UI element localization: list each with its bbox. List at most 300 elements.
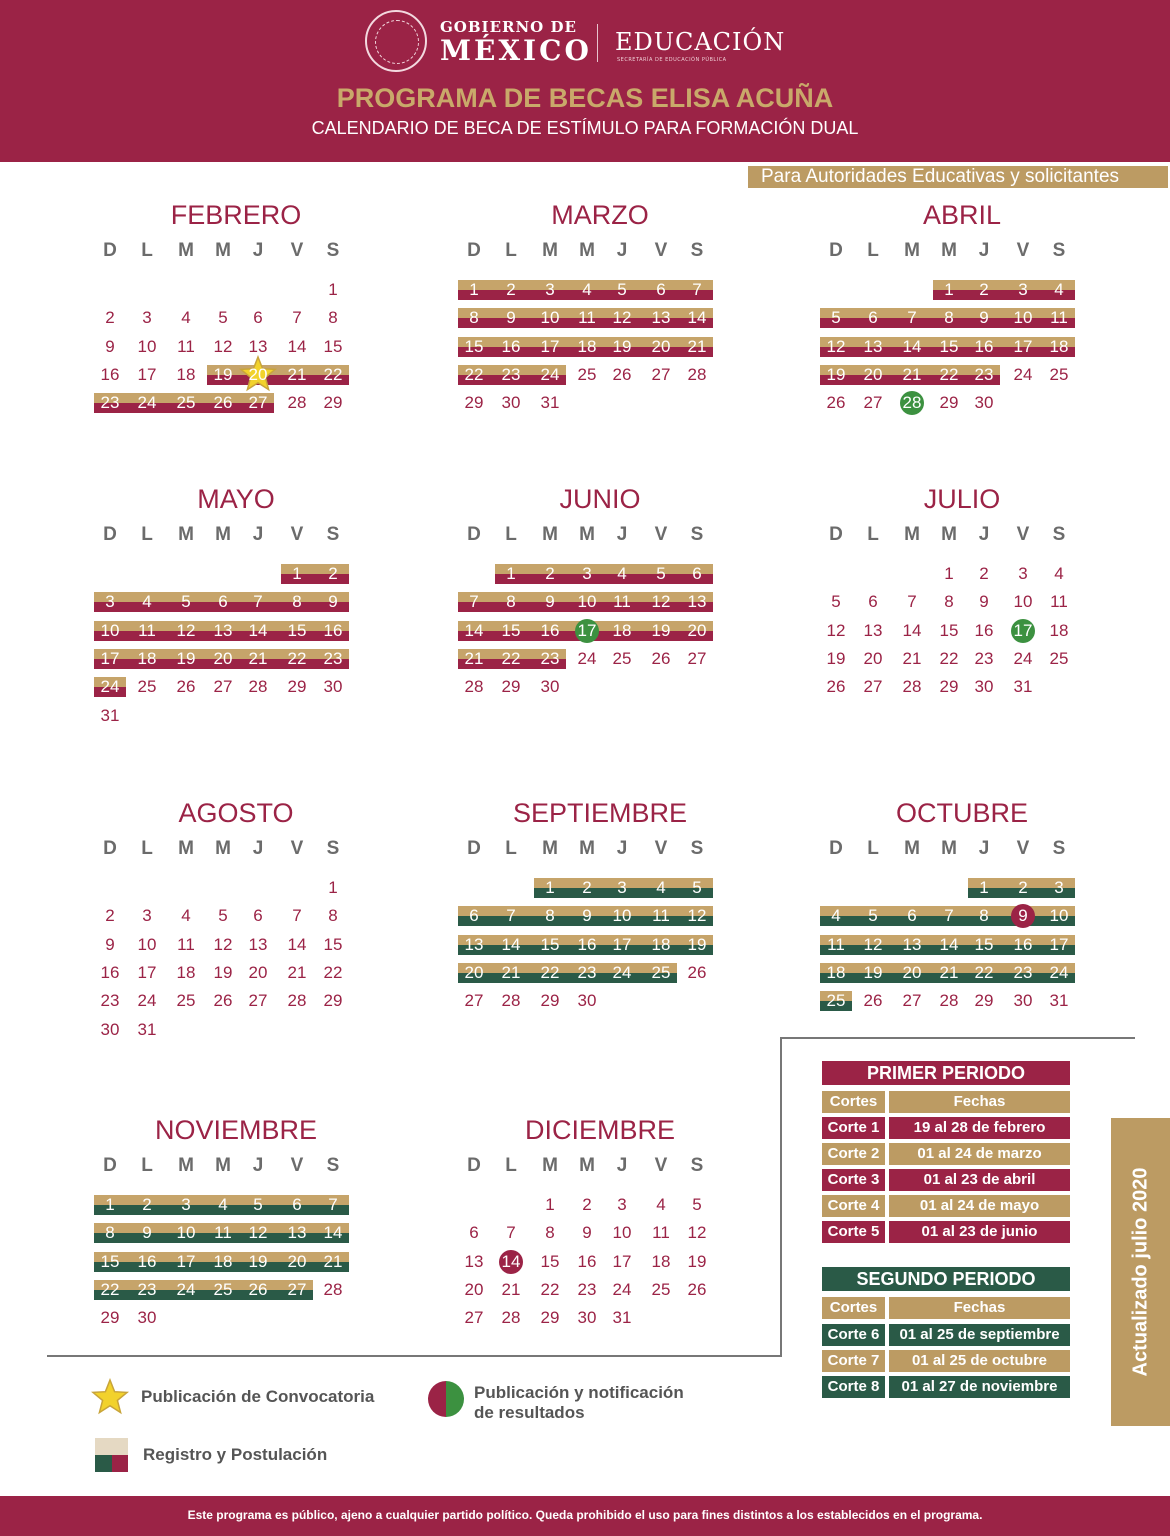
- calendar-day: 15: [100, 1251, 120, 1271]
- cortes-header: Cortes: [822, 1091, 885, 1113]
- weekday-header: J: [616, 524, 628, 545]
- calendar-day: 19: [176, 648, 196, 668]
- calendar-day: 11: [578, 308, 596, 328]
- calendar-day: 17: [176, 1251, 196, 1271]
- calendar-day: 19: [248, 1251, 268, 1271]
- calendar-day: 25: [651, 962, 671, 982]
- calendar-day: 3: [545, 280, 555, 299]
- weekday-header: D: [829, 240, 843, 261]
- calendar-day: 27: [464, 1308, 484, 1328]
- weekday-header: J: [978, 240, 990, 261]
- weekday-header: D: [103, 838, 117, 859]
- calendar-day: 21: [501, 1279, 521, 1299]
- calendar-day: 18: [213, 1251, 233, 1271]
- weekday-header: M: [579, 240, 595, 261]
- calendar-day: 12: [213, 336, 233, 356]
- weekday-header: V: [290, 524, 304, 545]
- calendar-day: 11: [177, 336, 195, 356]
- calendar-day: 18: [612, 620, 632, 640]
- calendar-day: 6: [253, 906, 263, 926]
- calendar-day: 13: [464, 1251, 484, 1271]
- registration-bar: [495, 564, 713, 584]
- segundo-periodo-title: SEGUNDO PERIODO: [822, 1267, 1070, 1291]
- audience-banner: Para Autoridades Educativas y solicitantes: [748, 166, 1168, 188]
- calendar-day: 4: [617, 564, 627, 583]
- calendar-day: 20: [863, 648, 883, 668]
- calendar-day: 18: [1049, 620, 1069, 640]
- weekday-header: V: [654, 524, 668, 545]
- month-mayo: [96, 484, 376, 725]
- calendar-day: 31: [137, 1019, 157, 1039]
- weekday-header: M: [941, 838, 957, 859]
- legend-resultados-1: Publicación y notificación: [474, 1383, 684, 1402]
- month-noviembre: [96, 1115, 376, 1345]
- weekday-header: M: [579, 524, 595, 545]
- calendar-day: 22: [323, 962, 343, 982]
- calendar-day: 4: [218, 1195, 228, 1214]
- calendar-day: 8: [545, 1223, 555, 1243]
- mexico-label: MÉXICO: [440, 34, 592, 67]
- weekday-header: L: [505, 524, 517, 545]
- calendar-day: 16: [323, 620, 343, 640]
- calendar-day: 22: [100, 1279, 120, 1299]
- calendar-day: 12: [687, 906, 707, 926]
- calendar-day: 11: [1050, 592, 1068, 612]
- weekday-header: L: [505, 240, 517, 261]
- weekday-header: V: [654, 1155, 668, 1176]
- calendar-day: 1: [105, 1195, 115, 1214]
- calendar-day: 4: [181, 308, 191, 328]
- calendar-day: 21: [902, 648, 922, 668]
- calendar-day: 7: [292, 906, 302, 926]
- calendar-day: 18: [1049, 336, 1069, 356]
- calendar-day: 12: [213, 934, 233, 954]
- calendar-day: 9: [545, 592, 555, 612]
- calendar-day: 19: [651, 620, 671, 640]
- calendar-day: 28: [501, 1308, 521, 1328]
- calendar-day: 30: [323, 677, 343, 697]
- calendar-day: 3: [181, 1195, 191, 1214]
- calendar-day: 21: [902, 364, 922, 384]
- calendar-day: 13: [248, 336, 268, 356]
- calendar-day: 4: [181, 906, 191, 926]
- weekday-header: M: [941, 240, 957, 261]
- weekday-header: V: [654, 240, 668, 261]
- calendar-day: 1: [469, 280, 479, 299]
- corte-cell: Corte 1: [822, 1117, 885, 1139]
- calendar-day: 16: [540, 620, 560, 640]
- weekday-header: J: [616, 240, 628, 261]
- calendar-day: 8: [506, 592, 516, 612]
- calendar-day: 3: [142, 906, 152, 926]
- month-title: SEPTIEMBRE: [512, 798, 688, 828]
- secretaria-label: SECRETARÍA DE EDUCACIÓN PÚBLICA: [617, 57, 727, 63]
- calendar-day: 2: [582, 878, 592, 897]
- calendar-day: 28: [248, 677, 268, 697]
- calendar-day: 3: [617, 1195, 627, 1214]
- calendar-day: 19: [687, 934, 707, 954]
- calendar-day: 30: [577, 1308, 597, 1328]
- weekday-header: D: [103, 1155, 117, 1176]
- calendar-day: 12: [687, 1223, 707, 1243]
- calendar-day: 17: [540, 336, 560, 356]
- calendar-day: 23: [540, 648, 560, 668]
- calendar-day: 24: [612, 1279, 632, 1299]
- fechas-cell: 01 al 25 de octubre: [889, 1350, 1070, 1372]
- weekday-header: S: [690, 524, 704, 545]
- weekday-header: V: [1016, 838, 1030, 859]
- calendar-day: 5: [831, 308, 841, 328]
- calendar-day: 26: [826, 393, 846, 413]
- calendar-day: 16: [100, 962, 120, 982]
- calendar-day: 23: [974, 364, 994, 384]
- weekday-header: M: [579, 838, 595, 859]
- educacion-label: EDUCACIÓN: [615, 28, 786, 56]
- month-title: MARZO: [551, 200, 649, 230]
- calendar-day: 24: [1013, 364, 1033, 384]
- calendar-day: 28: [287, 991, 307, 1011]
- calendar-day: 5: [868, 906, 878, 926]
- calendar-day: 15: [464, 336, 484, 356]
- calendar-day: 22: [287, 648, 307, 668]
- weekday-header: V: [290, 838, 304, 859]
- calendar-day: 14: [501, 1251, 521, 1271]
- calendar-day: 19: [826, 364, 846, 384]
- calendar-day: 1: [979, 878, 989, 897]
- calendar-day: 15: [287, 620, 307, 640]
- calendar-day: 25: [612, 648, 632, 668]
- calendar-day: 2: [105, 308, 115, 328]
- calendar-day: 9: [506, 308, 516, 328]
- calendar-day: 3: [142, 308, 152, 328]
- calendar-day: 24: [1013, 648, 1033, 668]
- calendar-day: 22: [323, 364, 343, 384]
- corte-cell: Corte 2: [822, 1143, 885, 1165]
- month-title: AGOSTO: [178, 798, 294, 828]
- calendar-day: 20: [464, 1279, 484, 1299]
- calendar-day: 1: [545, 1195, 555, 1214]
- calendar-day: 9: [142, 1223, 152, 1243]
- calendar-day: 16: [974, 620, 994, 640]
- weekday-header: M: [542, 240, 558, 261]
- weekday-header: D: [467, 524, 481, 545]
- calendar-day: 6: [868, 592, 878, 612]
- calendar-day: 7: [292, 308, 302, 328]
- calendar-day: 29: [939, 677, 959, 697]
- calendar-day: 21: [323, 1251, 343, 1271]
- calendar-day: 14: [287, 336, 307, 356]
- calendar-day: 4: [142, 592, 152, 612]
- calendar-day: 23: [100, 393, 120, 413]
- fechas-cell: 01 al 24 de mayo: [889, 1195, 1070, 1217]
- calendar-day: 1: [944, 564, 954, 583]
- calendar-day: 11: [177, 934, 195, 954]
- calendar-day: 2: [979, 564, 989, 583]
- calendar-day: 5: [692, 1195, 702, 1214]
- weekday-header: M: [178, 1155, 194, 1176]
- calendar-day: 9: [105, 934, 115, 954]
- calendar-day: 3: [105, 592, 115, 612]
- calendar-day: 8: [328, 906, 338, 926]
- calendar-day: 15: [501, 620, 521, 640]
- calendar-day: 30: [1013, 991, 1033, 1011]
- weekday-header: M: [178, 240, 194, 261]
- month-junio: [460, 484, 740, 714]
- fechas-header: Fechas: [889, 1297, 1070, 1319]
- weekday-header: M: [904, 240, 920, 261]
- calendar-day: 14: [248, 620, 268, 640]
- weekday-header: V: [290, 240, 304, 261]
- calendar-day: 17: [612, 934, 632, 954]
- calendar-day: 29: [323, 991, 343, 1011]
- calendar-day: 26: [687, 962, 707, 982]
- calendar-day: 27: [863, 393, 883, 413]
- logo-divider: [597, 24, 598, 62]
- calendar-day: 24: [176, 1279, 196, 1299]
- calendar-day: 26: [651, 648, 671, 668]
- calendar-day: 14: [902, 620, 922, 640]
- legend-registro: Registro y Postulación: [143, 1445, 328, 1464]
- calendar-day: 6: [907, 906, 917, 926]
- corte-cell: Corte 5: [822, 1221, 885, 1243]
- calendar-day: 27: [287, 1279, 307, 1299]
- calendar-day: 6: [868, 308, 878, 328]
- weekday-header: D: [829, 838, 843, 859]
- calendar-day: 25: [213, 1279, 233, 1299]
- corte-cell: Corte 4: [822, 1195, 885, 1217]
- weekday-header: L: [141, 1155, 153, 1176]
- calendar-day: 2: [979, 280, 989, 299]
- weekday-header: V: [290, 1155, 304, 1176]
- weekday-header: L: [505, 1155, 517, 1176]
- calendar-day: 5: [218, 308, 228, 328]
- calendar-day: 11: [827, 934, 845, 954]
- star-icon: [91, 1378, 129, 1416]
- calendar-day: 28: [902, 677, 922, 697]
- weekday-header: L: [141, 240, 153, 261]
- calendar-day: 14: [464, 620, 484, 640]
- month-title: JUNIO: [559, 484, 641, 514]
- calendar-day: 29: [501, 677, 521, 697]
- calendar-day: 9: [105, 336, 115, 356]
- calendar-day: 12: [612, 308, 632, 328]
- month-title: NOVIEMBRE: [154, 1115, 318, 1145]
- calendar-day: 26: [248, 1279, 268, 1299]
- calendar-day: 7: [328, 1195, 338, 1214]
- calendar-day: 16: [577, 934, 597, 954]
- calendar-day: 10: [137, 934, 157, 954]
- calendar-day: 13: [248, 934, 268, 954]
- calendar-day: 4: [656, 878, 666, 897]
- calendar-day: 28: [501, 991, 521, 1011]
- calendar-day: 29: [540, 991, 560, 1011]
- calendar-day: 22: [540, 1279, 560, 1299]
- calendar-day: 10: [612, 1223, 632, 1243]
- calendar-day: 8: [469, 308, 479, 328]
- calendar-day: 20: [464, 962, 484, 982]
- calendar-day: 16: [501, 336, 521, 356]
- calendar-day: 22: [501, 648, 521, 668]
- calendar-day: 30: [577, 991, 597, 1011]
- calendar-day: 7: [907, 592, 917, 612]
- calendar-day: 13: [902, 934, 922, 954]
- calendar-day: 22: [540, 962, 560, 982]
- calendar-day: 29: [540, 1308, 560, 1328]
- month-title: FEBRERO: [170, 200, 302, 230]
- calendar-day: 24: [137, 991, 157, 1011]
- calendar-day: 7: [692, 280, 702, 299]
- calendar-day: 31: [1049, 991, 1069, 1011]
- calendar-day: 18: [137, 648, 157, 668]
- calendar-day: 20: [248, 962, 268, 982]
- calendar-day: 25: [577, 364, 597, 384]
- calendar-day: 10: [1013, 592, 1033, 612]
- calendar-day: 14: [287, 934, 307, 954]
- calendar-day: 25: [176, 991, 196, 1011]
- weekday-header: M: [215, 838, 231, 859]
- calendar-day: 11: [1050, 308, 1068, 328]
- calendar-day: 30: [974, 677, 994, 697]
- calendar-day: 25: [137, 677, 157, 697]
- calendar-day: 31: [612, 1308, 632, 1328]
- calendar-day: 5: [181, 592, 191, 612]
- calendar-day: 10: [1049, 906, 1069, 926]
- month-title: JULIO: [923, 484, 1001, 514]
- calendar-day: 15: [323, 336, 343, 356]
- calendar-day: 1: [292, 564, 302, 583]
- calendar-day: 25: [826, 991, 846, 1011]
- calendar-day: 17: [1013, 336, 1033, 356]
- calendar-day: 10: [577, 592, 597, 612]
- calendar-day: 11: [652, 906, 670, 926]
- weekday-header: D: [103, 524, 117, 545]
- weekday-header: M: [941, 524, 957, 545]
- calendar-day: 12: [863, 934, 883, 954]
- calendar-day: 27: [687, 648, 707, 668]
- calendar-day: 19: [213, 364, 233, 384]
- weekday-header: D: [103, 240, 117, 261]
- calendar-day: 8: [944, 308, 954, 328]
- fechas-cell: 01 al 23 de junio: [889, 1221, 1070, 1243]
- footer-banner: [0, 1496, 1170, 1536]
- calendar-day: 9: [582, 1223, 592, 1243]
- calendar-day: 18: [176, 962, 196, 982]
- divider-line: [780, 1037, 782, 1357]
- calendar-day: 18: [577, 336, 597, 356]
- weekday-header: M: [542, 838, 558, 859]
- weekday-header: L: [867, 240, 879, 261]
- calendar-day: 16: [974, 336, 994, 356]
- calendar-day: 9: [979, 592, 989, 612]
- calendar-day: 13: [464, 934, 484, 954]
- calendar-day: 26: [612, 364, 632, 384]
- calendar-day: 26: [687, 1279, 707, 1299]
- calendar-day: 10: [612, 906, 632, 926]
- weekday-header: M: [904, 524, 920, 545]
- calendar-day: 2: [582, 1195, 592, 1214]
- weekday-header: V: [1016, 524, 1030, 545]
- corte-cell: Corte 7: [822, 1350, 885, 1372]
- calendar-day: 28: [687, 364, 707, 384]
- gobierno-label: GOBIERNO DE: [440, 18, 577, 36]
- calendar-day: 10: [176, 1223, 196, 1243]
- calendar-day: 31: [100, 705, 120, 725]
- calendar-day: 21: [501, 962, 521, 982]
- fechas-cell: 01 al 23 de abril: [889, 1169, 1070, 1191]
- calendar-day: 24: [1049, 962, 1069, 982]
- calendar-day: 13: [863, 620, 883, 640]
- calendar-day: 12: [826, 620, 846, 640]
- calendar-day: 14: [323, 1223, 343, 1243]
- fechas-cell: 01 al 27 de noviembre: [889, 1376, 1070, 1398]
- calendar-day: 21: [287, 962, 307, 982]
- calendar-day: 13: [863, 336, 883, 356]
- calendar-day: 8: [545, 906, 555, 926]
- calendar-day: 4: [1054, 280, 1064, 299]
- calendar-day: 17: [100, 648, 120, 668]
- calendar-day: 19: [863, 962, 883, 982]
- calendar-day: 27: [248, 991, 268, 1011]
- calendar-day: 7: [506, 1223, 516, 1243]
- calendar-day: 7: [907, 308, 917, 328]
- month-febrero: [96, 200, 376, 430]
- calendar-title: CALENDARIO DE BECA DE ESTÍMULO PARA FORMACIÓN DUAL: [311, 118, 859, 138]
- calendar-day: 1: [328, 280, 338, 299]
- weekday-header: D: [467, 838, 481, 859]
- weekday-header: L: [505, 838, 517, 859]
- month-marzo: [460, 200, 740, 430]
- calendar-day: 11: [652, 1223, 670, 1243]
- calendar-day: 17: [137, 962, 157, 982]
- calendar-day: 12: [826, 336, 846, 356]
- calendar-day: 20: [213, 648, 233, 668]
- legend-convocatoria: Publicación de Convocatoria: [141, 1387, 375, 1406]
- calendar-day: 16: [1013, 934, 1033, 954]
- calendar-day: 2: [142, 1195, 152, 1214]
- calendar-day: 2: [545, 564, 555, 583]
- weekday-header: D: [829, 524, 843, 545]
- corte-cell: Corte 8: [822, 1376, 885, 1398]
- calendar-day: 17: [1049, 934, 1069, 954]
- calendar-day: 20: [287, 1251, 307, 1271]
- month-title: MAYO: [197, 484, 275, 514]
- calendar-day: 24: [612, 962, 632, 982]
- footer-disclaimer: Este programa es público, ajeno a cualquier partido político. Queda prohibido el uso para fines distintos a los establecidos en el programa.: [187, 1508, 983, 1522]
- weekday-header: S: [1052, 524, 1066, 545]
- calendar-day: 6: [253, 308, 263, 328]
- cortes-header: Cortes: [822, 1297, 885, 1319]
- calendar-day: 21: [939, 962, 959, 982]
- calendar-day: 24: [137, 393, 157, 413]
- calendar-day: 21: [687, 336, 707, 356]
- calendar-day: 17: [612, 1251, 632, 1271]
- calendar-day: 12: [176, 620, 196, 640]
- weekday-header: S: [326, 524, 340, 545]
- calendar-day: 11: [613, 592, 631, 612]
- calendar-day: 21: [287, 364, 307, 384]
- calendar-day: 2: [105, 906, 115, 926]
- program-title: PROGRAMA DE BECAS ELISA ACUÑA: [336, 83, 834, 113]
- calendar-day: 21: [464, 648, 484, 668]
- calendar-day: 11: [214, 1223, 232, 1243]
- weekday-header: L: [141, 524, 153, 545]
- calendar-day: 6: [469, 906, 479, 926]
- calendar-day: 30: [137, 1308, 157, 1328]
- primer-periodo-title: PRIMER PERIODO: [822, 1061, 1070, 1085]
- weekday-header: S: [690, 838, 704, 859]
- calendar-day: 20: [651, 336, 671, 356]
- calendar-day: 14: [501, 934, 521, 954]
